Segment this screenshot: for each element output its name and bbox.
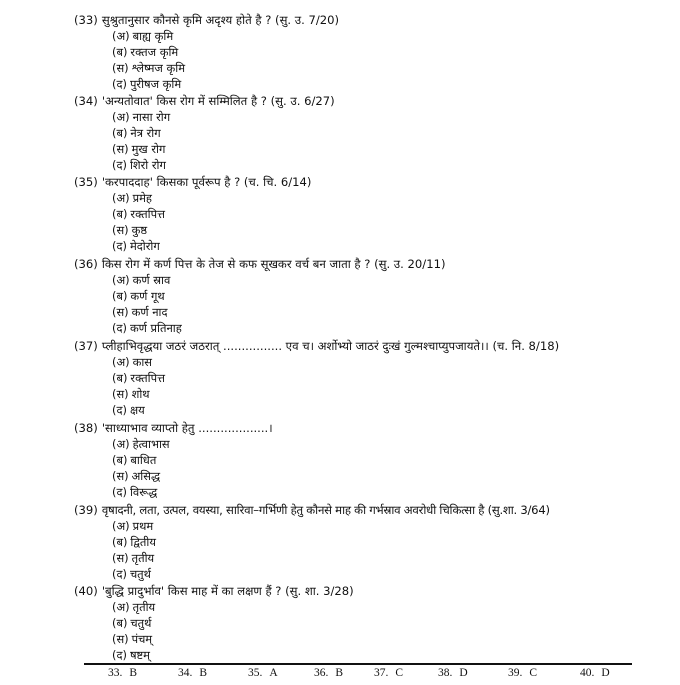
option [112, 320, 182, 336]
answer-number: 40. [580, 667, 595, 679]
option-text: पंचम् [131, 632, 153, 646]
option [112, 566, 151, 582]
question-number: (38) [74, 421, 98, 435]
option-text: कर्ण गूथ [130, 289, 165, 303]
answer-entry [438, 666, 468, 680]
question-number: (37) [74, 339, 98, 353]
option-text: कर्ण स्राव [132, 273, 171, 287]
option [112, 272, 170, 288]
answer-number: 37. [374, 667, 389, 679]
option-text: चतुर्थ [130, 616, 152, 630]
question-number: (34) [74, 94, 98, 108]
question-text: 'अन्यतोवात' किस रोग में सम्मिलित है ? (सु. उ. 6/27) [101, 94, 335, 108]
question-text: वृषादनी, लता, उत्पल, वयस्या, सारिवा–गर्भिणी हेतु कौनसे माह की गर्भस्राव अवरोधी चिकित्सा है (सु.शा. 3/64) [101, 503, 550, 517]
answer-entry [508, 666, 537, 680]
option-text: रक्तपित्त [130, 371, 165, 385]
option-label: (ब) [112, 371, 128, 385]
option-label: (अ) [112, 355, 130, 369]
question-40 [74, 583, 674, 599]
question-text: प्लीहाभिवृद्धया जठरं जठरात् ................ एव च। अर्शोभ्यो जाठरं दुःखं गुल्मश्चाप्युपजायते।। (च. नि. 8/18) [101, 339, 560, 353]
option-label: (ब) [112, 45, 128, 59]
option-text: असिद्ध [131, 469, 161, 483]
answer-entry [580, 666, 610, 680]
option-text: द्वितीय [130, 535, 156, 549]
option [112, 534, 156, 550]
answer-letter: B [335, 667, 344, 679]
option [112, 354, 152, 370]
option-text: तृतीय [132, 600, 156, 614]
option-text: नेत्र रोग [130, 126, 161, 140]
option [112, 190, 152, 206]
question-35 [74, 174, 674, 190]
option [112, 370, 165, 386]
option [112, 468, 160, 484]
option [112, 402, 145, 418]
option-label: (अ) [112, 600, 130, 614]
question-text: 'साध्याभाव व्याप्तो हेतु ...................। [101, 421, 273, 435]
question-34 [74, 93, 674, 109]
option [112, 288, 165, 304]
option [112, 222, 147, 238]
option-label: (द) [112, 158, 127, 172]
option-text: कर्ण नाद [131, 305, 168, 319]
answer-letter: D [459, 667, 468, 679]
option-label: (अ) [112, 110, 130, 124]
option [112, 436, 170, 452]
question-text: सुश्रुतानुसार कौनसे कृमि अदृश्य होते है ? (सु. उ. 7/20) [101, 13, 340, 27]
option [112, 109, 170, 125]
option [112, 631, 152, 647]
answer-number: 35. [248, 667, 263, 679]
option-label: (स) [112, 61, 129, 75]
option [112, 615, 151, 631]
option-label: (ब) [112, 289, 128, 303]
option-label: (स) [112, 551, 129, 565]
option-label: (अ) [112, 191, 130, 205]
option [112, 647, 150, 663]
option-label: (द) [112, 567, 127, 581]
option-label: (ब) [112, 535, 128, 549]
option-text: षष्टम् [129, 648, 150, 662]
option-label: (द) [112, 485, 127, 499]
option [112, 304, 168, 320]
option-text: रक्तज कृमि [130, 45, 179, 59]
option-label: (द) [112, 77, 127, 91]
option-label: (अ) [112, 29, 130, 43]
question-number: (33) [74, 13, 98, 27]
question-number: (40) [74, 584, 98, 598]
option-text: कास [132, 355, 152, 369]
option [112, 44, 178, 60]
option-text: प्रथम [132, 519, 154, 533]
option [112, 157, 166, 173]
option-text: बाधित [130, 453, 157, 467]
option [112, 60, 185, 76]
option [112, 125, 161, 141]
option [112, 386, 150, 402]
option-text: मुख रोग [131, 142, 166, 156]
question-38 [74, 420, 674, 436]
option-text: विरूद्ध [129, 485, 158, 499]
option-text: बाह्य कृमि [132, 29, 174, 43]
option-label: (अ) [112, 273, 130, 287]
option-label: (ब) [112, 126, 128, 140]
option [112, 484, 157, 500]
option-label: (अ) [112, 519, 130, 533]
answer-number: 36. [314, 667, 329, 679]
option [112, 28, 173, 44]
option-text: कर्ण प्रतिनाह [129, 321, 182, 335]
answer-letter: B [199, 667, 208, 679]
option [112, 599, 155, 615]
option-label: (स) [112, 469, 129, 483]
answer-letter: D [601, 667, 610, 679]
option [112, 238, 160, 254]
answer-entry [108, 666, 137, 680]
option-text: शिरो रोग [129, 158, 166, 172]
question-text: 'बुद्धि प्रादुर्भाव' किस माह में का लक्षण हैं ? (सु. शा. 3/28) [101, 584, 354, 598]
option-text: तृतीय [131, 551, 155, 565]
question-text: किस रोग में कर्ण पित्त के तेज से कफ सूखकर वर्च बन जाता है ? (सु. उ. 20/11) [101, 257, 446, 271]
question-text: 'करपाददाह' किसका पूर्वरूप है ? (च. चि. 6/14) [101, 175, 312, 189]
answer-number: 38. [438, 667, 453, 679]
question-number: (36) [74, 257, 98, 271]
question-number: (39) [74, 503, 98, 517]
answer-entry [248, 666, 278, 680]
answer-key-rule [84, 663, 632, 665]
option [112, 141, 165, 157]
question-33 [74, 12, 674, 28]
option-text: चतुर्थ [129, 567, 151, 581]
option-label: (द) [112, 239, 127, 253]
answer-letter: A [269, 667, 278, 679]
option-text: मेदोरोग [129, 239, 160, 253]
option-text: क्षय [129, 403, 145, 417]
answer-entry [178, 666, 207, 680]
option-label: (स) [112, 387, 129, 401]
question-39 [74, 502, 674, 518]
option-label: (द) [112, 403, 127, 417]
question-36 [74, 256, 674, 272]
option [112, 206, 165, 222]
option [112, 550, 154, 566]
option-text: नासा रोग [132, 110, 171, 124]
option [112, 452, 156, 468]
answer-number: 34. [178, 667, 193, 679]
question-37 [74, 338, 674, 354]
option-label: (ब) [112, 453, 128, 467]
option-text: कुष्ठ [131, 223, 148, 237]
answer-key [84, 666, 632, 680]
answer-entry [314, 666, 343, 680]
option-text: श्लेष्मज कृमि [131, 61, 186, 75]
option-label: (अ) [112, 437, 130, 451]
option [112, 518, 153, 534]
option-text: रक्तपित्त [130, 207, 165, 221]
answer-letter: C [529, 667, 538, 679]
answer-entry [374, 666, 403, 680]
option-text: शोथ [131, 387, 150, 401]
option [112, 76, 181, 92]
option-label: (द) [112, 321, 127, 335]
option-label: (ब) [112, 207, 128, 221]
option-text: पुरीषज कृमि [129, 77, 182, 91]
option-label: (स) [112, 632, 129, 646]
answer-number: 33. [108, 667, 123, 679]
option-label: (स) [112, 223, 129, 237]
answer-letter: C [395, 667, 404, 679]
option-label: (स) [112, 305, 129, 319]
answer-letter: B [129, 667, 138, 679]
option-text: हेत्वाभास [132, 437, 170, 451]
answer-number: 39. [508, 667, 523, 679]
option-text: प्रमेह [132, 191, 152, 205]
option-label: (द) [112, 648, 127, 662]
question-number: (35) [74, 175, 98, 189]
option-label: (ब) [112, 616, 128, 630]
option-label: (स) [112, 142, 129, 156]
